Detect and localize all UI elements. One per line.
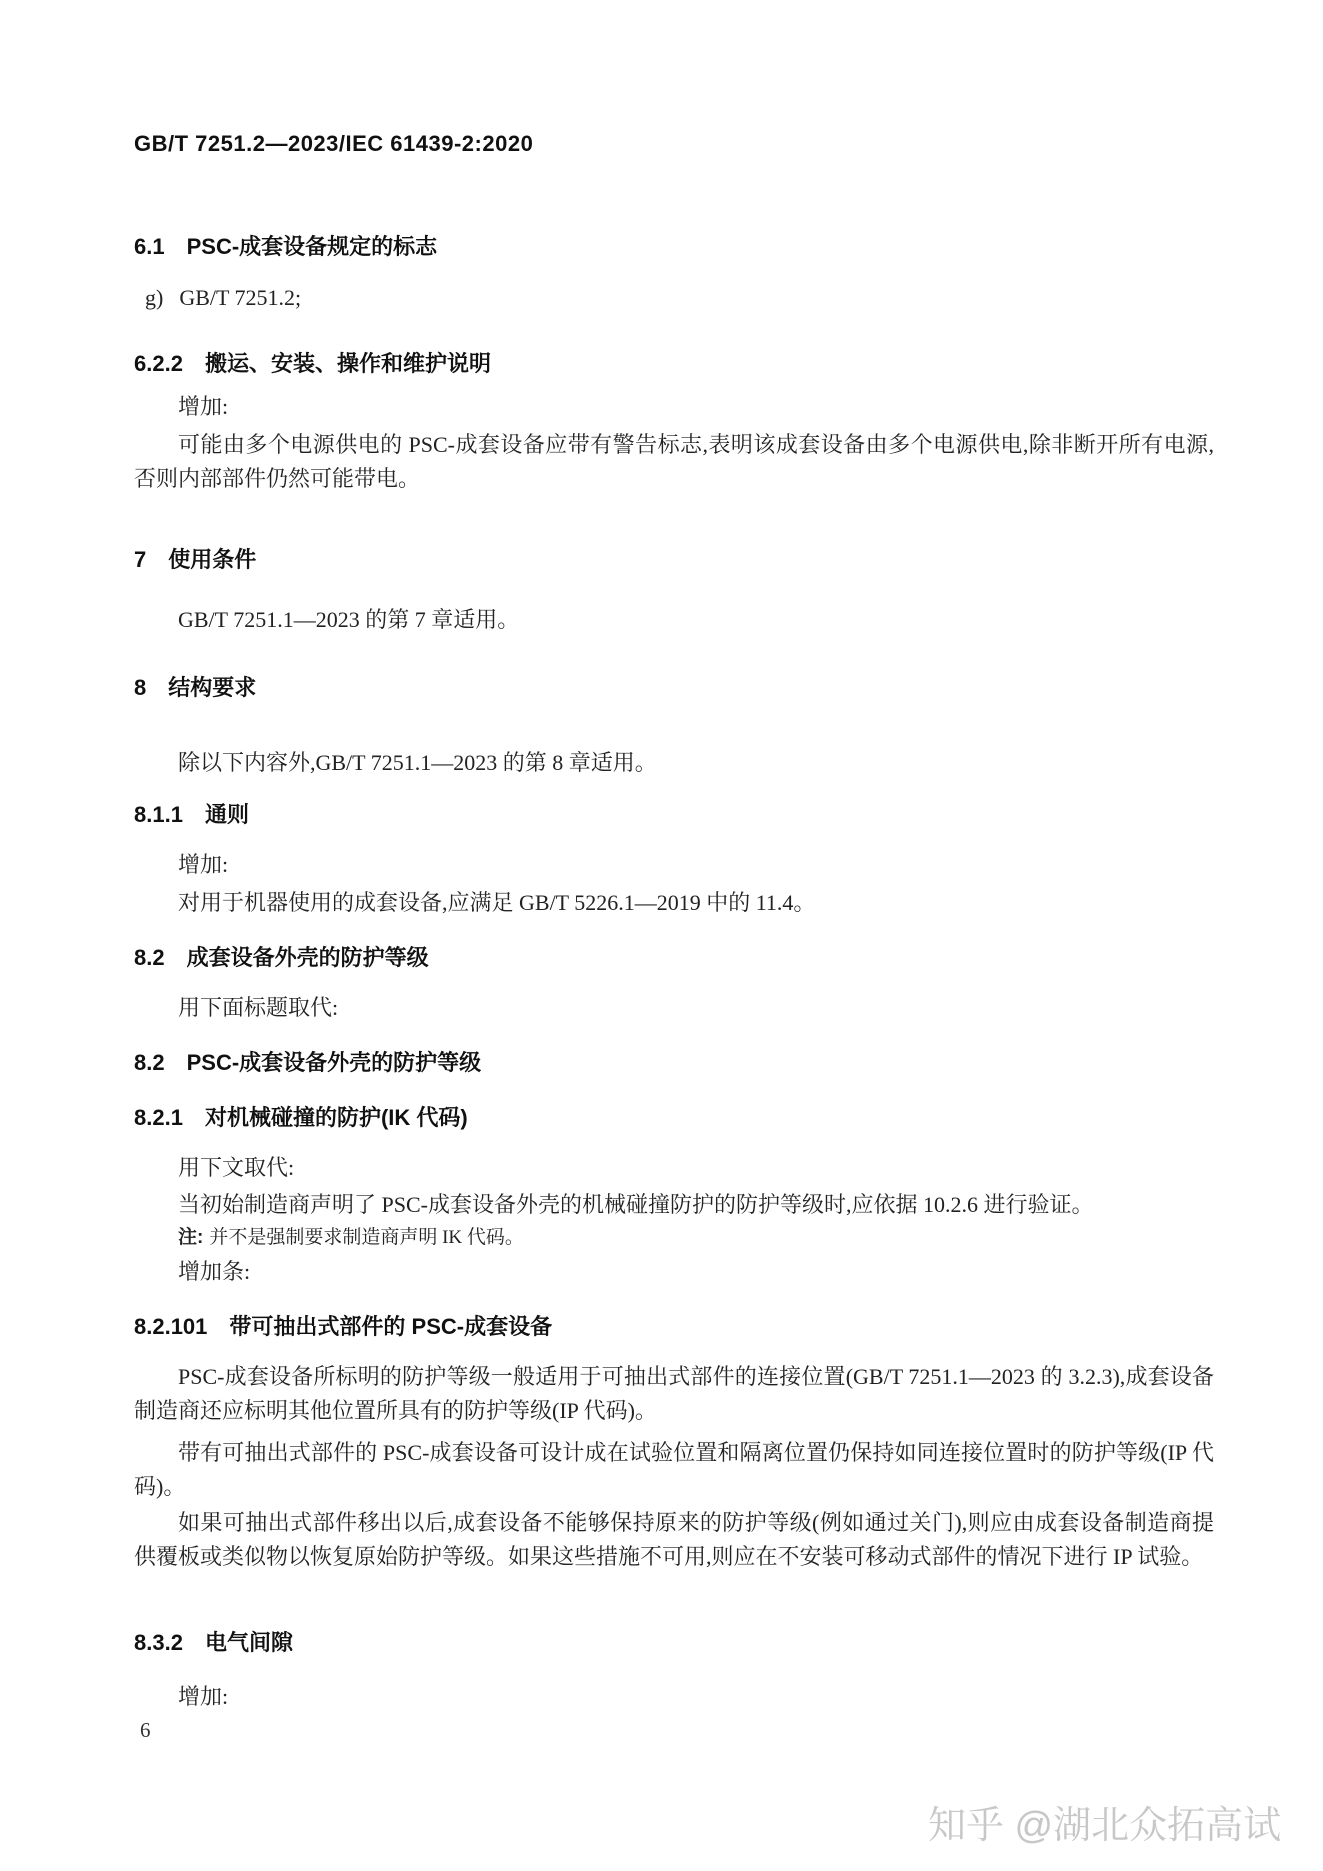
heading-8-2-1 bbox=[134, 1105, 468, 1131]
replace-text-label: 用下文取代: bbox=[178, 1155, 295, 1180]
list-marker: g) bbox=[145, 285, 164, 310]
heading-title: PSC-成套设备规定的标志 bbox=[186, 234, 438, 259]
paragraph-8-2-101-c: 如果可抽出式部件移出以后,成套设备不能够保持原来的防护等级(例如通过关门),则应由成套设备制造商提供覆板或类似物以恢复原始防护等级。如果这些措施不可用,则应在不安装可移动式部件的情况下进行 IP 试验。 bbox=[134, 1510, 1214, 1569]
heading-title: 通则 bbox=[204, 802, 249, 827]
paragraph-multiple-sources: 可能由多个电源供电的 PSC-成套设备应带有警告标志,表明该成套设备由多个电源供电,除非断开所有电源,否则内部部件仍然可能带电。 bbox=[134, 432, 1214, 491]
paragraph-clause-7: GB/T 7251.1—2023 的第 7 章适用。 bbox=[178, 607, 520, 632]
heading-6-2-2 bbox=[134, 351, 491, 377]
paragraph-8-2-101-b: 带有可抽出式部件的 PSC-成套设备可设计成在试验位置和隔离位置仍保持如同连接位置时的防护等级(IP 代码)。 bbox=[134, 1440, 1214, 1499]
heading-number: 6.1 bbox=[134, 234, 165, 259]
heading-title: 使用条件 bbox=[168, 547, 257, 572]
heading-title: PSC-成套设备外壳的防护等级 bbox=[186, 1050, 482, 1075]
page-number: 6 bbox=[140, 1718, 151, 1742]
heading-6-1 bbox=[134, 234, 437, 260]
heading-number: 8.2.1 bbox=[134, 1105, 183, 1130]
heading-title: 对机械碰撞的防护(IK 代码) bbox=[204, 1105, 468, 1130]
heading-title: 带可抽出式部件的 PSC-成套设备 bbox=[229, 1314, 553, 1339]
heading-number: 8.1.1 bbox=[134, 802, 183, 827]
note-label: 注: bbox=[178, 1227, 204, 1248]
replace-title-label: 用下面标题取代: bbox=[178, 995, 339, 1020]
standard-number-header: GB/T 7251.2—2023/IEC 61439-2:2020 bbox=[134, 131, 534, 156]
paragraph-clause-8: 除以下内容外,GB/T 7251.1—2023 的第 8 章适用。 bbox=[178, 750, 657, 775]
paragraph-8-2-101-a: PSC-成套设备所标明的防护等级一般适用于可抽出式部件的连接位置(GB/T 7251.1—2023 的 3.2.3),成套设备制造商还应标明其他位置所具有的防护等级(IP 代码)。 bbox=[134, 1364, 1214, 1423]
heading-8-3-2 bbox=[134, 1630, 293, 1656]
heading-title: 搬运、安装、操作和维护说明 bbox=[204, 351, 491, 376]
paragraph-ik-verification: 当初始制造商声明了 PSC-成套设备外壳的机械碰撞防护的防护等级时,应依据 10.2.6 进行验证。 bbox=[178, 1192, 1094, 1217]
list-item-g bbox=[145, 281, 301, 315]
heading-8-2-old bbox=[134, 945, 429, 971]
note-8-2-1 bbox=[134, 1224, 1214, 1252]
heading-7 bbox=[134, 547, 256, 573]
heading-title: 电气间隙 bbox=[204, 1630, 293, 1655]
heading-number: 8 bbox=[134, 675, 147, 700]
amendment-label: 增加: bbox=[178, 394, 229, 419]
heading-number: 7 bbox=[134, 547, 147, 572]
heading-8-2-101 bbox=[134, 1314, 552, 1340]
heading-title: 成套设备外壳的防护等级 bbox=[186, 945, 429, 970]
list-text: GB/T 7251.2; bbox=[179, 285, 302, 310]
heading-number: 8.2 bbox=[134, 1050, 165, 1075]
add-clause-label: 增加条: bbox=[178, 1259, 251, 1284]
heading-number: 8.2.101 bbox=[134, 1314, 208, 1339]
amendment-label: 增加: bbox=[178, 1684, 229, 1709]
heading-number: 6.2.2 bbox=[134, 351, 183, 376]
heading-8 bbox=[134, 675, 256, 701]
heading-8-1-1 bbox=[134, 802, 249, 828]
zhihu-watermark: 知乎 @湖北众拓高试 bbox=[928, 1805, 1282, 1847]
heading-8-2-new bbox=[134, 1050, 481, 1076]
paragraph-8-1-1: 对用于机器使用的成套设备,应满足 GB/T 5226.1—2019 中的 11.4。 bbox=[178, 890, 816, 915]
note-text: 并不是强制要求制造商声明 IK 代码。 bbox=[209, 1227, 524, 1248]
heading-number: 8.3.2 bbox=[134, 1630, 183, 1655]
heading-number: 8.2 bbox=[134, 945, 165, 970]
amendment-label: 增加: bbox=[178, 852, 229, 877]
heading-title: 结构要求 bbox=[168, 675, 257, 700]
